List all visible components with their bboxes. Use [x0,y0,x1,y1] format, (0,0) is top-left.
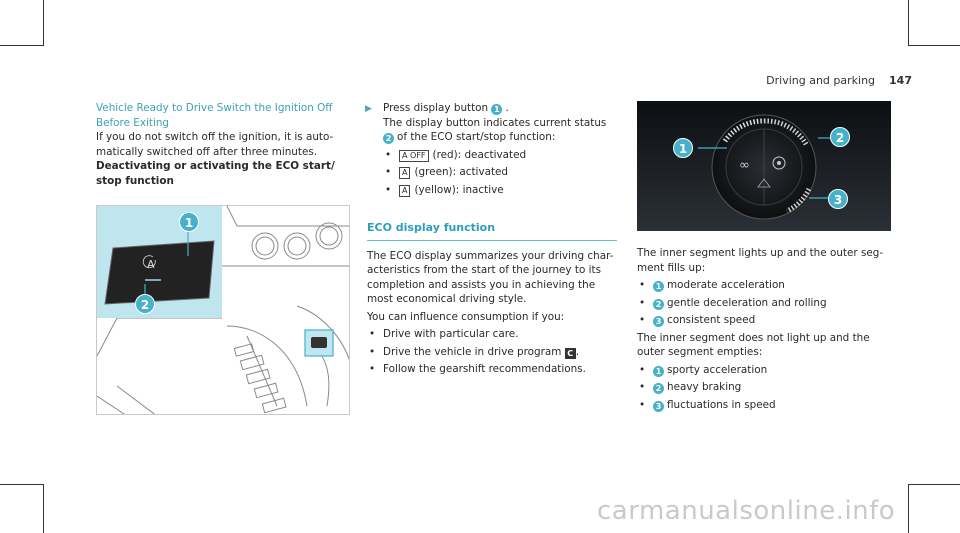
crop-mark [43,484,44,533]
indicates-line2: of the ECO start/stop function: [397,131,556,143]
gauge-callout-1: 1 [673,138,693,158]
status-item: • A (green): activated [383,165,617,180]
heading-line1: Deactivating or activating the ECO start/ [96,160,335,172]
intro-text-line2: matically switched off after three minutes. [96,145,318,158]
status-item: • A OFF (red): deactivated [383,148,617,163]
console-callout-2: 2 [135,294,155,314]
intro-title-line2: Before Exiting [96,116,170,129]
fill-item: • 2 gentle deceleration and rolling [637,296,899,311]
page-header [766,74,912,89]
eco-section-title: ECO display function [367,221,496,234]
crop-mark [0,484,44,485]
right-column [637,246,899,412]
svg-text:A: A [147,258,155,271]
crop-mark [908,0,909,46]
crop-mark [0,45,44,46]
section-divider [367,240,617,241]
instruction-step: ▶ Press display button 1 . The display button indicates current status 2 of the ECO start/stop function: • A OFF (red): deactivated • A (green): activated • A (yellow): inactive [367,101,617,197]
empty-text-line1: The inner segment does not light up and the [637,331,870,344]
eco-off-icon: A OFF [399,150,429,162]
step-arrow-icon: ▶ [365,104,372,114]
indicates-callout: 2 [383,133,394,144]
tip-item: • Follow the gearshift recommendations. [367,362,617,377]
crop-mark [908,484,960,485]
left-column [96,101,351,188]
crop-mark [908,484,909,533]
svg-text:∞: ∞ [739,158,750,173]
eco-gauge-figure [637,101,891,231]
gauge-callout-2: 2 [830,127,850,147]
status-item: • A (yellow): inactive [383,183,617,198]
empty-item: • 2 heavy braking [637,380,899,395]
step-callout: 1 [491,104,502,115]
console-callout-1: 1 [179,212,199,232]
intro-text-line1: If you do not switch off the ignition, it is auto- [96,131,334,143]
intro-title-line1: Vehicle Ready to Drive Switch the Ignition Off [96,102,333,114]
program-c-icon: C [565,348,576,359]
eco-inactive-icon: A [399,185,410,197]
page-number: 147 [889,74,912,87]
step-text: Press display button [383,102,489,114]
empty-item: • 3 fluctuations in speed [637,398,899,413]
gauge-callout-3: 3 [828,189,848,209]
eco-on-icon: A [399,167,410,179]
tip-item: • Drive with particular care. [367,327,617,342]
crop-mark [908,45,960,46]
empty-text-line2: outer segment empties: [637,346,763,358]
header-section: Driving and parking [766,74,876,87]
fill-item: • 1 moderate acceleration [637,278,899,293]
inner-text-line1: The inner segment lights up and the outer seg- [637,247,884,259]
indicates-line1: The display button indicates current status [383,116,607,129]
eco-text-line: most economical driving style. [367,293,527,305]
console-figure [96,205,350,415]
heading-line2: stop function [96,174,174,187]
empty-item: • 1 sporty acceleration [637,363,899,378]
inner-text-line2: ment fills up: [637,261,706,274]
fill-item: • 3 consistent speed [637,313,899,328]
crop-mark [43,0,44,46]
console-illustration [97,206,350,415]
middle-column [367,101,617,377]
eco-text-line: completion and assists you in achieving the [367,278,596,291]
eco-section [367,221,617,377]
eco-gauge-illustration [637,101,891,231]
tip-item: • Drive the vehicle in drive program C . [367,345,617,360]
eco-text-line: acteristics from the start of the journey to its [367,264,601,276]
influence-text: You can influence consumption if you: [367,310,565,323]
eco-text-line: The ECO display summarizes your driving char- [367,249,614,262]
watermark: carmanualsonline.info [597,496,896,526]
